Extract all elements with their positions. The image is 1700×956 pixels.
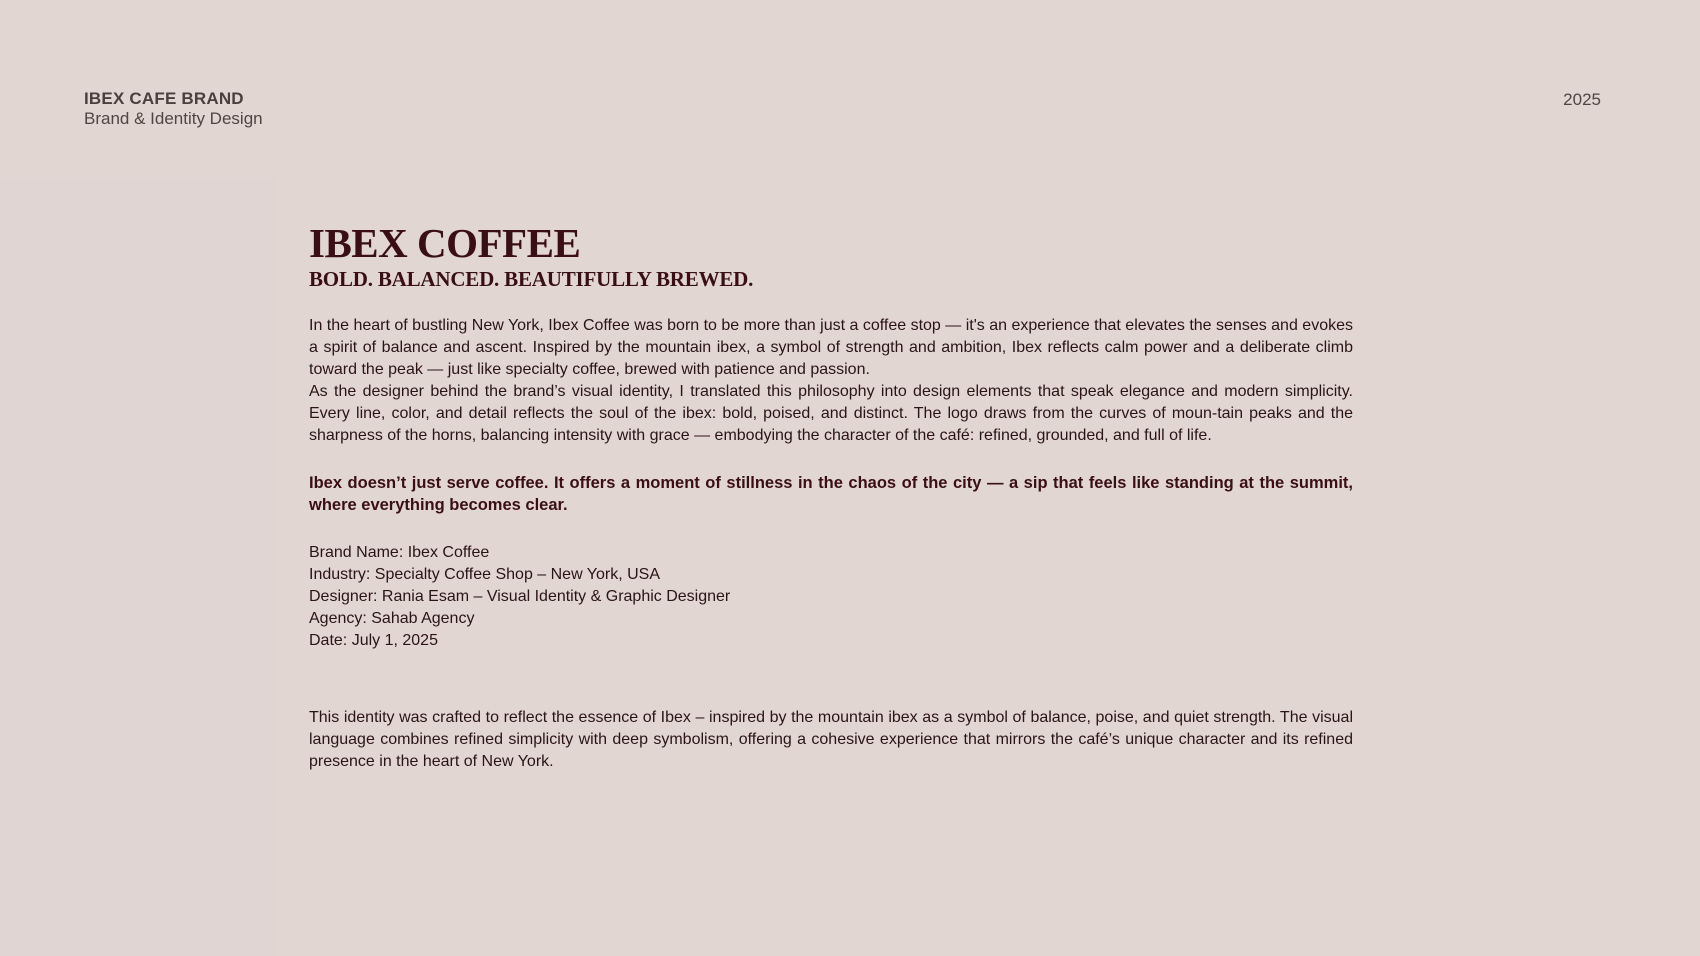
intro-paragraph-2: As the designer behind the brand’s visual identity, I translated this philosophy into design elements that speak elegance and modern simplicity. Every line, color, and detail reflects the soul of the ibex: bold, poised, and distinct. The logo draws from the curves of moun-tain peaks and the sharpness of the horns, balancing intensity with grace — embodying the character of the café: refined, grounded, and full of life. xyxy=(309,383,1353,444)
detail-agency: Agency: Sahab Agency xyxy=(309,610,475,627)
brand-header xyxy=(84,89,263,129)
closing-paragraph: This identity was crafted to reflect the essence of Ibex – inspired by the mountain ibex as a symbol of balance, poise, and quiet strength. The visual language combines refined simplicity with deep symbolism, offering a cohesive experience that mirrors the café’s unique character and its refined presence in the heart of New York. xyxy=(309,709,1353,770)
intro-paragraph-1: In the heart of bustling New York, Ibex Coffee was born to be more than just a coffee stop — it's an experience that elevates the senses and evokes a spirit of balance and ascent. Inspired by the mountain ibex, a symbol of strength and ambition, Ibex reflects calm power and a deliberate climb toward the peak — just like specialty coffee, brewed with patience and passion. xyxy=(309,317,1353,378)
brand-details xyxy=(309,542,1353,652)
detail-brand-name: Brand Name: Ibex Coffee xyxy=(309,544,490,561)
tagline: BOLD. BALANCED. BEAUTIFULLY BREWED. xyxy=(309,267,754,291)
detail-industry: Industry: Specialty Coffee Shop – New York, USA xyxy=(309,566,661,583)
detail-date: Date: July 1, 2025 xyxy=(309,632,438,649)
page-title: IBEX COFFEE xyxy=(309,220,581,266)
main-content xyxy=(309,220,1353,773)
left-side-panel xyxy=(0,178,276,956)
brand-title: IBEX CAFE BRAND xyxy=(84,89,244,108)
brand-quote: Ibex doesn’t just serve coffee. It offers a moment of stillness in the chaos of the city — a sip that feels like standing at the summit, where everything becomes clear. xyxy=(309,474,1353,514)
brand-subtitle: Brand & Identity Design xyxy=(84,109,263,128)
year-label: 2025 xyxy=(1563,90,1601,109)
detail-designer: Designer: Rania Esam – Visual Identity & Graphic Designer xyxy=(309,588,731,605)
